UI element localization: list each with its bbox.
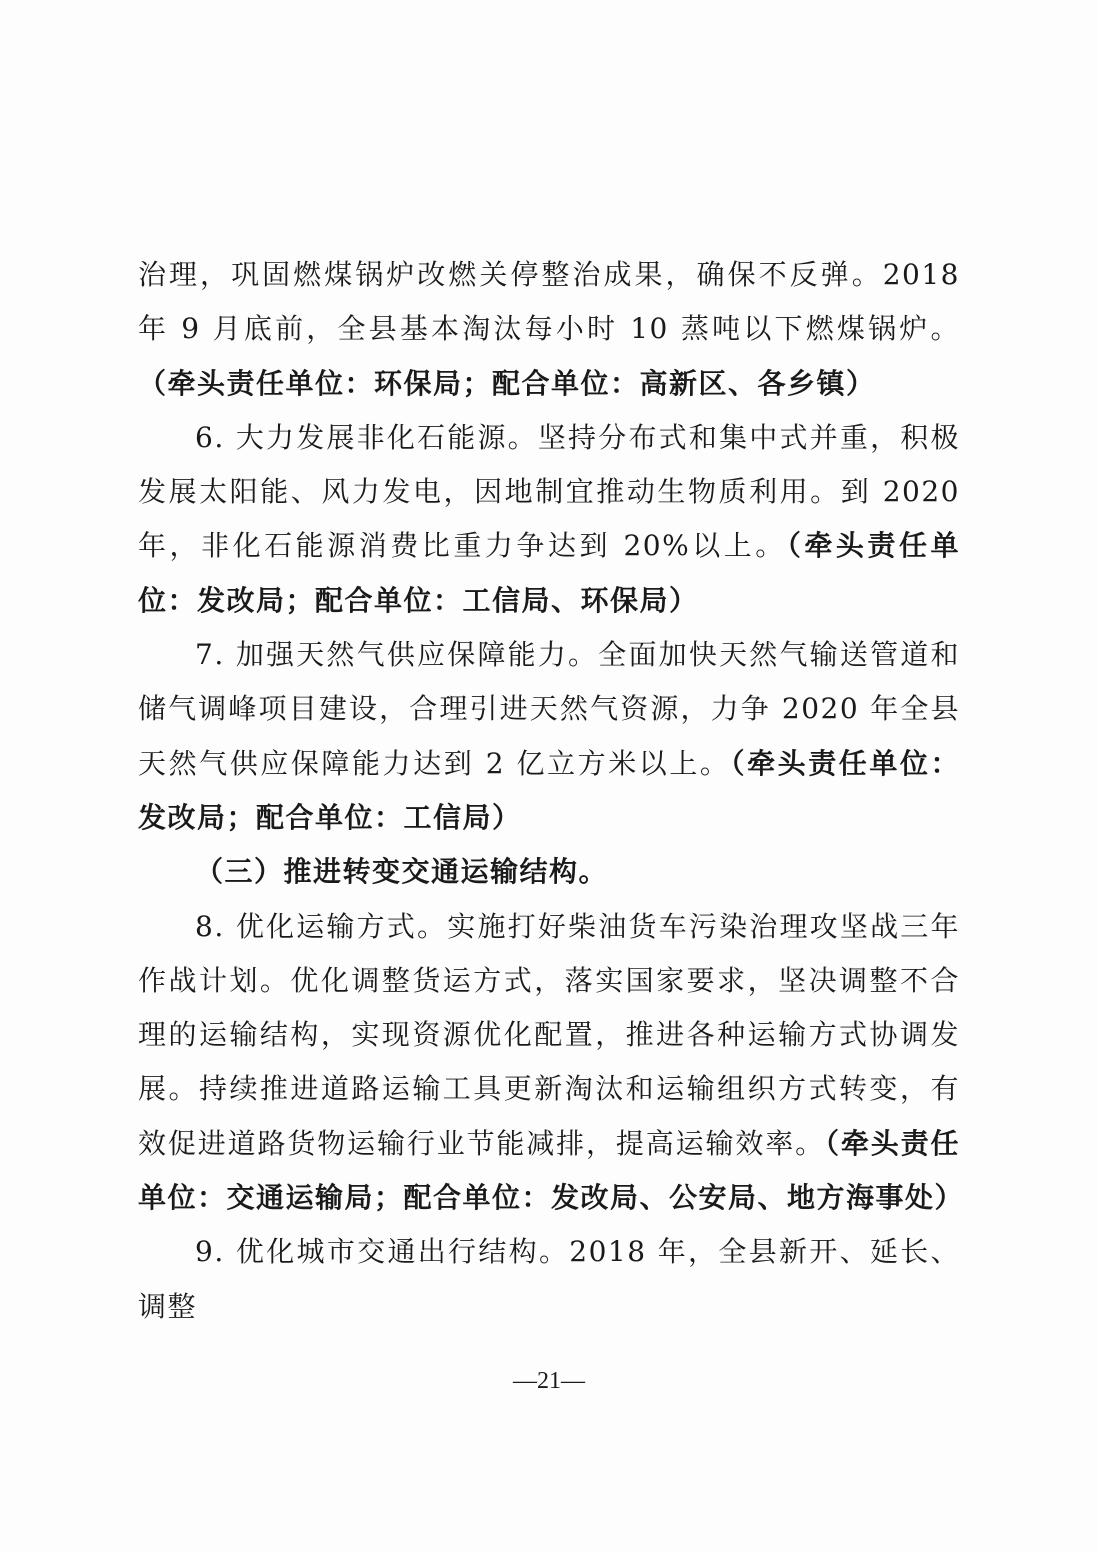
- paragraph-item-8: [138, 900, 965, 1226]
- paragraph-item-6: [138, 411, 960, 628]
- paragraph-text: 9. 优化城市交通出行结构。2018 年，全县新开、延长、调整: [138, 1235, 960, 1323]
- paragraph-continuation: [138, 248, 960, 411]
- page-number: —21—: [513, 1368, 585, 1394]
- paragraph-text: 治理，巩固燃煤锅炉改燃关停整治成果，确保不反弹。2018 年 9 月底前，全县基本淘汰每小时 10 蒸吨以下燃煤锅炉。: [138, 258, 960, 346]
- section-heading: （三）推进转变交通运输结构。: [195, 855, 609, 889]
- paragraph-text: 6. 大力发展非化石能源。坚持分布式和集中式并重，积极发展太阳能、风力发电，因地制宜推动生物质利用。到 2020 年，非化石能源消费比重力争达到 20%以上。: [138, 420, 960, 563]
- document-body: [138, 248, 965, 1334]
- responsibility-note: （牵头责任单位：环保局；配合单位：高新区、各乡镇）: [138, 366, 876, 400]
- paragraph-item-9: [138, 1225, 960, 1334]
- responsibility-note: （牵头责任单位：交通运输局；配合单位：发改局、公安局、地方海事处）: [138, 1126, 965, 1215]
- paragraph-text: 8. 优化运输方式。实施打好柴油货车污染治理攻坚战三年作战计划。优化调整货运方式，落实国家要求，坚决调整不合理的运输结构，实现资源优化配置，推进各种运输方式协调发展。持续推进道路运输工具更新淘汰和运输组织方式转变，有效促进道路货物运输行业节能减排，提高运输效率。: [138, 909, 960, 1160]
- responsibility-note: （牵头责任单位：发改局；配合单位：工信局、环保局）: [138, 529, 960, 617]
- paragraph-item-7: [138, 628, 960, 845]
- paragraph-text: 7. 加强天然气供应保障能力。全面加快天然气输送管道和储气调峰项目建设，合理引进天然气资源，力争 2020 年全县天然气供应保障能力达到 2 亿立方米以上。: [138, 638, 960, 780]
- responsibility-note: （牵头责任单位：发改局；配合单位：工信局）: [138, 746, 960, 834]
